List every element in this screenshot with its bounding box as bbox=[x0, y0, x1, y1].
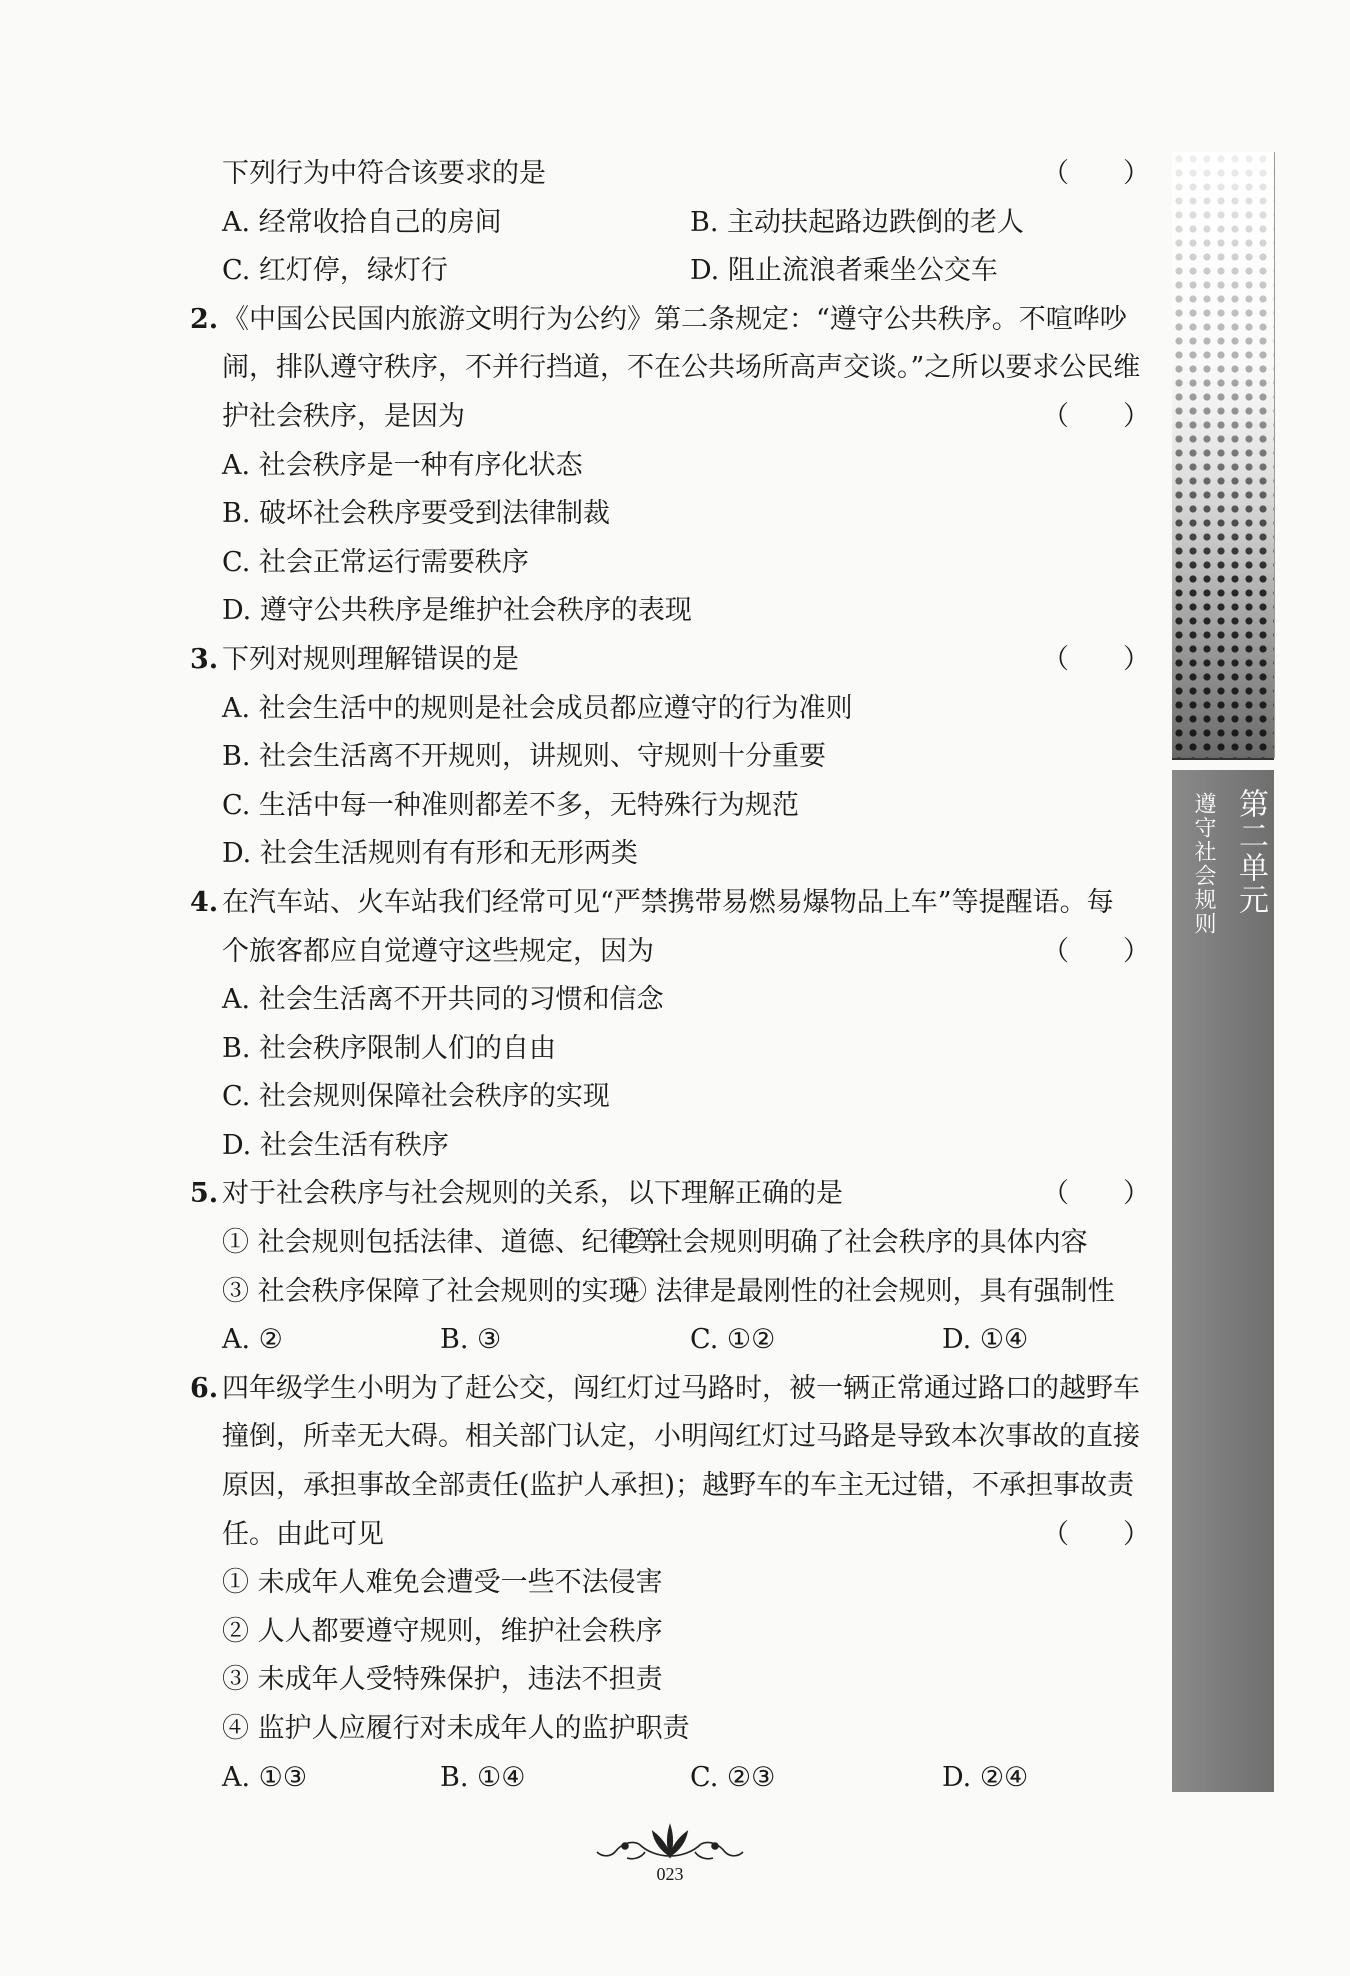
q3-stem: 下列对规则理解错误的是 bbox=[222, 643, 519, 675]
q2-number: 2. bbox=[190, 303, 219, 335]
q2-option-b: B. 破坏社会秩序要受到法律制裁 bbox=[222, 498, 611, 530]
unit-tab bbox=[1172, 770, 1274, 1792]
q5-statements-row-1 bbox=[190, 1219, 1150, 1268]
q3-option-d: D. 社会生活规则有有形和无形两类 bbox=[222, 838, 638, 870]
q1-stem-text: 下列行为中符合该要求的是 bbox=[222, 158, 546, 189]
q5-statements-row-2 bbox=[190, 1268, 1150, 1317]
q6-choice-b: B. ①④ bbox=[440, 1761, 526, 1793]
q2-option-d: D. 遵守公共秩序是维护社会秩序的表现 bbox=[222, 595, 692, 627]
q6-statement-4: ④ 监护人应履行对未成年人的监护职责 bbox=[222, 1713, 690, 1744]
q1-option-a: A. 经常收拾自己的房间 bbox=[222, 206, 502, 238]
q1-answer-bracket: （ ） bbox=[1042, 158, 1150, 189]
q6-line-1 bbox=[190, 1365, 1150, 1414]
q6-statement-1: ① 未成年人难免会遭受一些不法侵害 bbox=[222, 1567, 663, 1599]
q2-stem-line-1: 《中国公民国内旅游文明行为公约》第二条规定：“遵守公共秩序。不喧哗吵 bbox=[222, 303, 1127, 335]
q6-number: 6. bbox=[190, 1372, 219, 1404]
q2-line-3 bbox=[190, 393, 1150, 442]
q5-choice-a: A. ② bbox=[222, 1324, 283, 1356]
q1-options-row-2 bbox=[190, 247, 1150, 296]
q2-line-1 bbox=[190, 296, 1150, 345]
q4-answer-bracket: （ ） bbox=[1042, 935, 1150, 967]
q6-choice-d: D. ②④ bbox=[942, 1761, 1029, 1793]
q3-option-a: A. 社会生活中的规则是社会成员都应遵守的行为准则 bbox=[222, 692, 853, 724]
q6-stem-line-1: 四年级学生小明为了赶公交，闯红灯过马路时，被一辆正常通过路口的越野车 bbox=[222, 1372, 1140, 1404]
q1-option-b: B. 主动扶起路边跌倒的老人 bbox=[690, 206, 1025, 238]
q2-option-a: A. 社会秩序是一种有序化状态 bbox=[222, 449, 583, 481]
q6-choices-row bbox=[190, 1754, 1150, 1803]
q4-number: 4. bbox=[190, 886, 219, 918]
halftone-pattern bbox=[1172, 152, 1275, 758]
page-number: 023 bbox=[656, 1864, 684, 1884]
unit-sidebar bbox=[1172, 152, 1274, 1792]
q4-option-c: C. 社会规则保障社会秩序的实现 bbox=[222, 1081, 610, 1113]
q2-stem-line-3: 护社会秩序，是因为 bbox=[222, 400, 465, 432]
q4-option-a: A. 社会生活离不开共同的习惯和信念 bbox=[222, 984, 664, 1016]
sidebar-divider bbox=[1172, 758, 1274, 770]
q5-choice-d: D. ①④ bbox=[942, 1324, 1029, 1356]
floral-ornament-icon bbox=[595, 1822, 745, 1862]
q6-line-2 bbox=[190, 1413, 1150, 1462]
q4-line-1 bbox=[190, 879, 1150, 928]
q5-choice-c: C. ①② bbox=[690, 1324, 776, 1356]
q4-line-2 bbox=[190, 928, 1150, 977]
q2-line-2 bbox=[190, 344, 1150, 393]
q6-stem-line-2: 撞倒，所幸无大碍。相关部门认定，小明闯红灯过马路是导致本次事故的直接 bbox=[222, 1421, 1140, 1453]
q5-statement-3: ③ 社会秩序保障了社会规则的实现 bbox=[222, 1275, 636, 1307]
q6-line-4 bbox=[190, 1511, 1150, 1560]
q6-stem-line-3: 原因，承担事故全部责任(监护人承担)；越野车的车主无过错，不承担事故责 bbox=[222, 1470, 1135, 1502]
q3-option-b: B. 社会生活离不开规则，讲规则、守规则十分重要 bbox=[222, 741, 827, 773]
q6-choice-a: A. ①③ bbox=[222, 1761, 308, 1793]
q3-option-c: C. 生活中每一种准则都差不多，无特殊行为规范 bbox=[222, 789, 799, 821]
q3-number: 3. bbox=[190, 643, 219, 675]
q3-line-1 bbox=[190, 636, 1150, 685]
q5-statement-4: ④ 法律是最刚性的社会规则，具有强制性 bbox=[620, 1275, 1115, 1307]
q6-statement-2: ② 人人都要遵守规则，维护社会秩序 bbox=[222, 1615, 663, 1647]
unit-subtitle: 遵守社会规则 bbox=[1191, 792, 1216, 936]
q2-stem-line-2: 闹，排队遵守秩序，不并行挡道，不在公共场所高声交谈。”之所以要求公民维 bbox=[222, 352, 1141, 384]
q5-answer-bracket: （ ） bbox=[1042, 1178, 1150, 1210]
q1-option-d: D. 阻止流浪者乘坐公交车 bbox=[690, 255, 998, 287]
q6-choice-c: C. ②③ bbox=[690, 1761, 776, 1793]
q2-option-c: C. 社会正常运行需要秩序 bbox=[222, 546, 529, 578]
q1-option-c: C. 红灯停，绿灯行 bbox=[222, 255, 448, 287]
q1-options-row-1 bbox=[190, 199, 1150, 248]
q5-stem: 对于社会秩序与社会规则的关系，以下理解正确的是 bbox=[222, 1178, 843, 1210]
q5-choices-row bbox=[190, 1316, 1150, 1365]
unit-title: 第二单元 bbox=[1233, 788, 1268, 916]
q4-option-b: B. 社会秩序限制人们的自由 bbox=[222, 1032, 557, 1064]
question-list bbox=[190, 150, 1150, 1802]
q4-option-d: D. 社会生活有秩序 bbox=[222, 1129, 449, 1161]
q6-line-3 bbox=[190, 1462, 1150, 1511]
q6-statement-3: ③ 未成年人受特殊保护，违法不担责 bbox=[222, 1664, 663, 1696]
q4-stem-line-2: 个旅客都应自觉遵守这些规定，因为 bbox=[222, 935, 654, 967]
q6-answer-bracket: （ ） bbox=[1042, 1518, 1150, 1550]
q5-line-1 bbox=[190, 1170, 1150, 1219]
q3-answer-bracket: （ ） bbox=[1042, 643, 1150, 675]
q5-statement-2: ② 社会规则明确了社会秩序的具体内容 bbox=[620, 1227, 1088, 1259]
q1-stem bbox=[190, 150, 1150, 199]
q2-answer-bracket: （ ） bbox=[1042, 400, 1150, 432]
q5-choice-b: B. ③ bbox=[440, 1324, 502, 1356]
q6-stem-line-4: 任。由此可见 bbox=[222, 1518, 384, 1550]
q5-statement-1: ① 社会规则包括法律、道德、纪律等 bbox=[222, 1227, 663, 1259]
q5-number: 5. bbox=[190, 1178, 219, 1210]
q4-stem-line-1: 在汽车站、火车站我们经常可见“严禁携带易燃易爆物品上车”等提醒语。每 bbox=[222, 886, 1114, 918]
